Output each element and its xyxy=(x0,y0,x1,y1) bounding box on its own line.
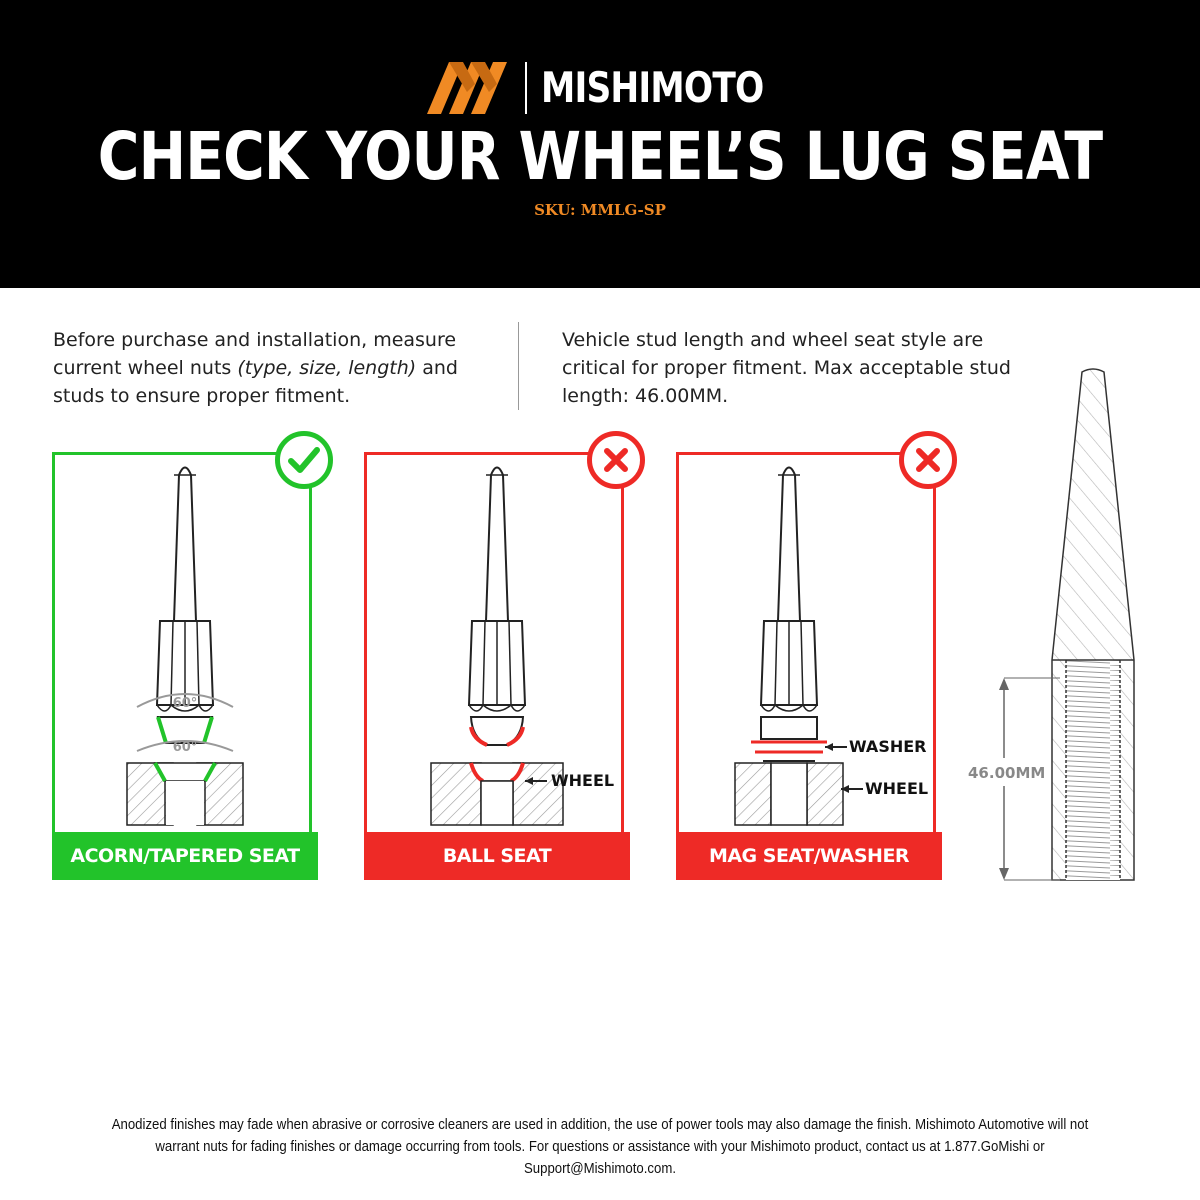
ball-seat-label: BALL SEAT xyxy=(364,832,630,880)
x-icon xyxy=(592,436,640,484)
acorn-seat-label: ACORN/TAPERED SEAT xyxy=(52,832,318,880)
mag-seat-label: MAG SEAT/WASHER xyxy=(676,832,942,880)
brand-divider xyxy=(525,62,527,114)
incompatible-badge xyxy=(899,431,957,489)
mag-seat-panel xyxy=(676,452,936,880)
wheel-callout: WHEEL xyxy=(865,779,929,798)
angle-bottom-label: 60° xyxy=(172,740,198,755)
intro-left-italic: (type, size, length) xyxy=(237,357,417,379)
page-title: CHECK YOUR WHEEL’S LUG SEAT xyxy=(97,118,1103,195)
acorn-lug-illustration xyxy=(55,455,315,835)
check-icon xyxy=(280,436,328,484)
intro-left-part-1: Before purchase and installation, measure current wheel nuts xyxy=(53,329,457,379)
intro-divider xyxy=(518,322,519,410)
header-banner xyxy=(0,0,1200,288)
sku-label: SKU: MMLG-SP xyxy=(534,201,666,219)
ball-seat-panel xyxy=(364,452,624,880)
washer-callout: WASHER xyxy=(849,737,927,756)
disclaimer-text: Anodized finishes may fade when abrasive or corrosive cleaners are used in addition, the use of power tools may also damage the finish. Mishimoto Automotive will not warrant nuts for fading finishes or damage occurring from tools. For questions or assistance with your Mishimoto product, contact us at 1.877.GoMishi or Support@Mishimoto.com. xyxy=(111,1116,1089,1177)
brand-name: MISHIMOTO xyxy=(541,63,764,112)
lug-cross-section-illustration xyxy=(990,360,1160,890)
acorn-seat-panel xyxy=(52,452,312,880)
mishimoto-logo-icon xyxy=(427,62,511,114)
intro-fitment-text: Vehicle stud length and wheel seat style are critical for proper fitment. Max acceptable stud length: 46.00MM. xyxy=(562,329,1011,407)
angle-top-label: 60° xyxy=(172,696,198,711)
x-icon xyxy=(904,436,952,484)
intro-left-part-2: and studs to ensure proper fitment. xyxy=(53,357,458,407)
brand-lockup xyxy=(0,62,1200,114)
stud-length-label: 46.00MM xyxy=(968,764,1046,782)
incompatible-badge xyxy=(587,431,645,489)
compatible-badge xyxy=(275,431,333,489)
mag-lug-illustration xyxy=(679,455,939,835)
intro-measure-text xyxy=(53,326,503,410)
wheel-callout: WHEEL xyxy=(551,771,615,790)
